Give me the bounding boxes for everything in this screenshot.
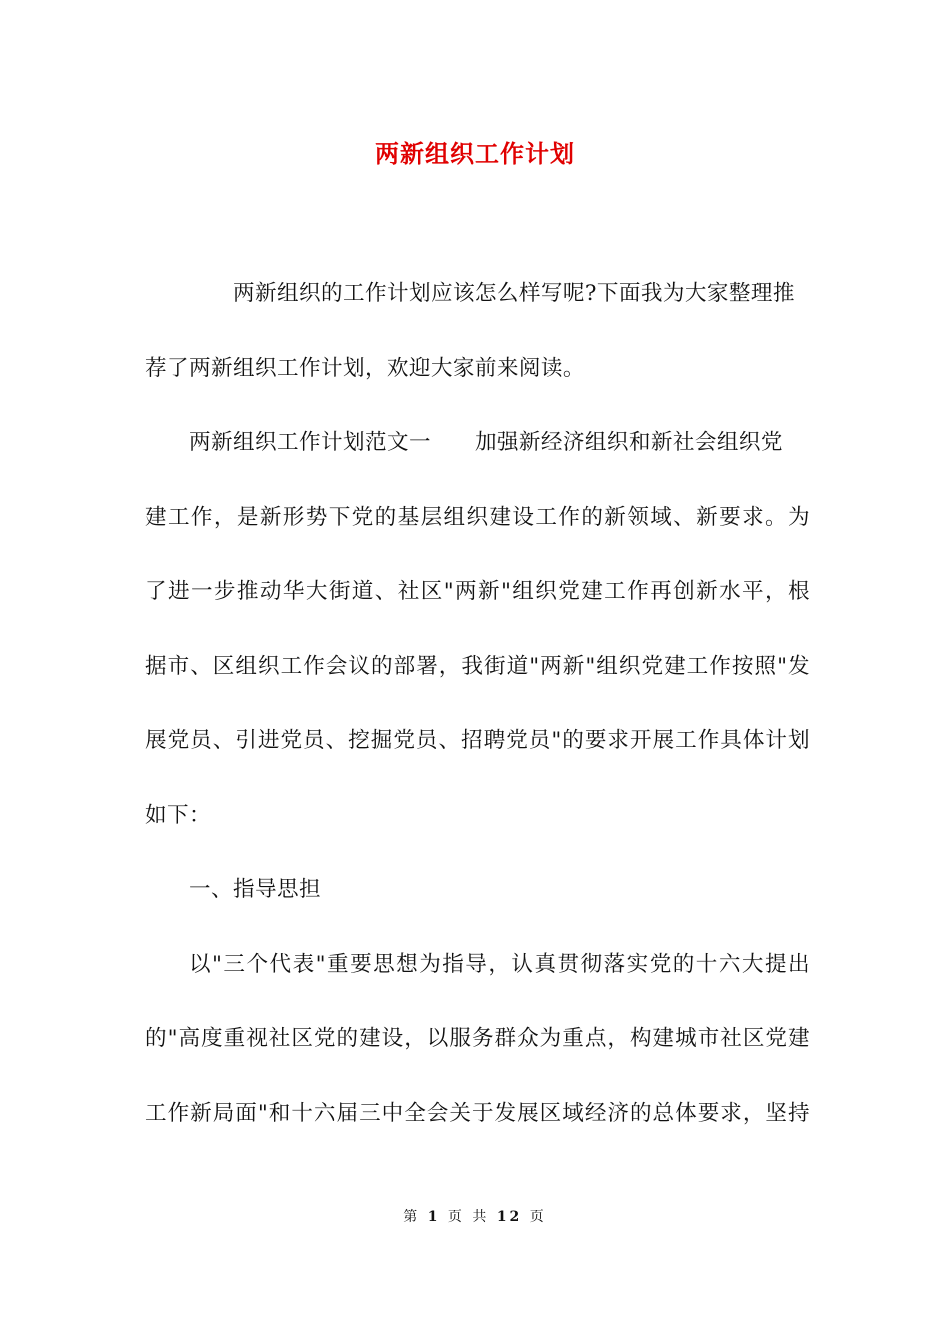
document-body — [145, 272, 810, 1166]
sample-heading: 两新组织工作计划范文一 — [189, 430, 431, 455]
paragraph-line-heading — [145, 421, 810, 496]
footer-middle: 页 共 — [447, 1209, 490, 1225]
paragraph-line: 工作新局面"和十六届三中全会关于发展区域经济的总体要求，坚持 — [145, 1100, 810, 1126]
footer-suffix: 页 — [529, 1209, 547, 1225]
paragraph-line: 据市、区组织工作会议的部署，我街道"两新"组织党建工作按照"发 — [145, 653, 810, 679]
footer-prefix: 第 — [403, 1209, 421, 1225]
paragraph-line: 了进一步推动华大街道、社区"两新"组织党建工作再创新水平，根 — [145, 579, 810, 604]
footer-page-number: 1 — [427, 1209, 441, 1225]
paragraph-line: 如下： — [145, 802, 211, 828]
paragraph-line: 的"高度重视社区党的建设，以服务群众为重点，构建城市社区党建 — [145, 1026, 810, 1051]
paragraph-line: 荐了两新组织工作计划，欢迎大家前来阅读。 — [145, 355, 585, 381]
paragraph-text: 加强新经济组织和新社会组织党 — [474, 430, 783, 455]
footer-total-pages: 12 — [496, 1209, 523, 1225]
document-title: 两新组织工作计划 — [375, 139, 575, 168]
paragraph-line: 以"三个代表"重要思想为指导，认真贯彻落实党的十六大提出 — [189, 951, 810, 977]
page-footer — [0, 1207, 950, 1227]
paragraph-line: 建工作，是新形势下党的基层组织建设工作的新领域、新要求。为 — [145, 504, 810, 530]
paragraph-line: 两新组织的工作计划应该怎么样写呢?下面我为大家整理推 — [233, 281, 795, 306]
section-heading: 一、指导思担 — [189, 877, 321, 902]
paragraph-line: 展党员、引进党员、挖掘党员、招聘党员"的要求开展工作具体计划 — [145, 728, 810, 753]
